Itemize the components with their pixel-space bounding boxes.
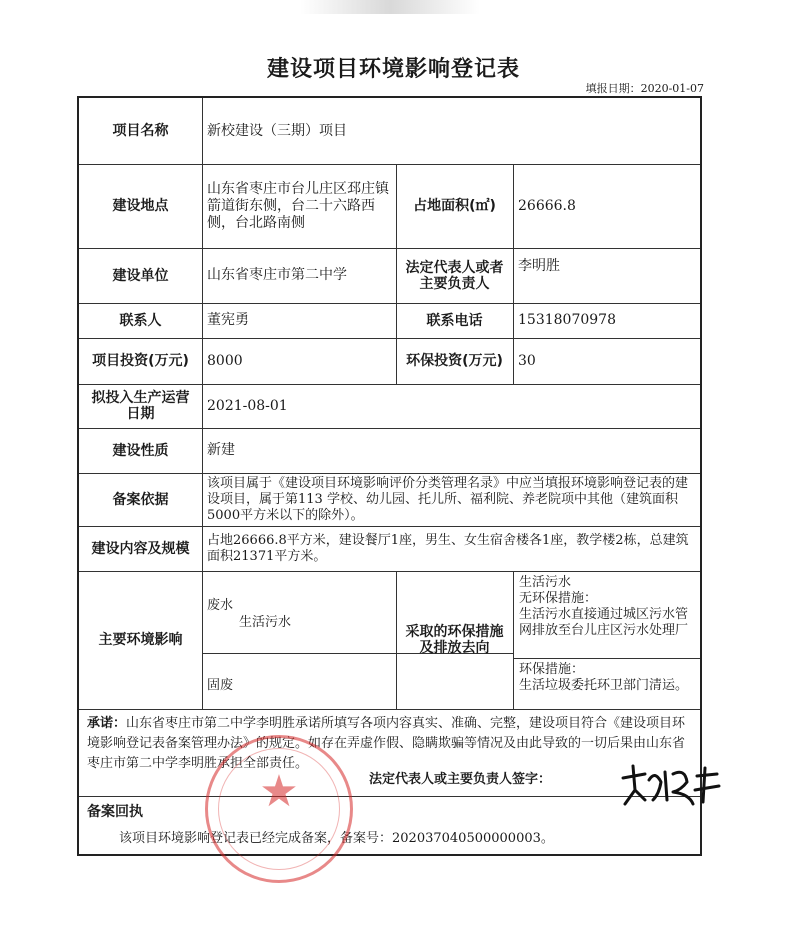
nature-value: 新建: [207, 442, 235, 458]
area-label: 占地面积(㎡): [413, 198, 496, 214]
operation-date-label: 拟投入生产运营日期: [91, 390, 190, 422]
investment-value: 8000: [207, 352, 243, 369]
content-value: 占地26666.8平方米，建设餐厅1座，男生、女生宿舍楼各1座，教学楼2栋，总建筑面积21371平方米。: [207, 532, 689, 564]
legal-rep-label: 法定代表人或者主要负责人: [405, 259, 504, 292]
phone-label: 联系电话: [426, 312, 483, 329]
basis-label: 备案依据: [112, 491, 169, 508]
form-table: [77, 96, 702, 856]
unit-label: 建设单位: [112, 267, 169, 284]
basis-value: 该项目属于《建设项目环境影响评价分类管理名录》中应当填报环境影响登记表的建设项目，属于第113 学校、幼儿园、托儿所、福利院、养老院项中其他（建筑面积5000平方米以下的除外）。: [207, 475, 689, 523]
wastewater-measure-2: 无环保措施：: [519, 591, 598, 606]
stamp-star-icon: ★: [259, 766, 299, 817]
contact-label: 联系人: [119, 312, 162, 329]
unit-value: 山东省枣庄市第二中学: [207, 267, 347, 283]
commitment-text: 山东省枣庄市第二中学李明胜承诺所填写各项内容真实、准确、完整，建设项目符合《建设项目环境影响登记表备案管理办法》的规定。如存在弄虚作假、隐瞒欺骗等情况及由此导致的一切后果由山东省枣庄市第二中学李明胜承担全部责任。: [87, 716, 686, 771]
fill-date: 填报日期：2020-01-07: [585, 82, 704, 95]
env-investment-label: 环保投资(万元): [406, 353, 503, 369]
project-name-value: 新校建设（三期）项目: [207, 122, 347, 139]
page-title: 建设项目环境影响登记表: [266, 57, 520, 82]
receipt-text: 该项目环境影响登记表已经完成备案，备案号：202037040500000003。: [119, 831, 554, 846]
nature-label: 建设性质: [112, 442, 169, 459]
location-label: 建设地点: [112, 198, 169, 214]
area-value: 26666.8: [518, 197, 576, 214]
solid-measure-2: 生活垃圾委托环卫部门清运。: [519, 678, 689, 693]
commitment-block: [87, 714, 693, 774]
wastewater-label: 废水: [207, 598, 234, 613]
wastewater-measure-3: 生活污水直接通过城区污水管网排放至台儿庄区污水处理厂: [519, 607, 689, 638]
legal-rep-value: 李明胜: [518, 258, 560, 274]
contact-value: 董宪勇: [207, 312, 249, 328]
impact-label: 主要环境影响: [98, 632, 183, 648]
commitment-label: 承诺：: [87, 716, 127, 731]
operation-date-value: 2021-08-01: [207, 397, 288, 414]
wastewater-measure-1: 生活污水: [519, 575, 572, 590]
phone-value: 15318070978: [518, 312, 616, 328]
signature-label: 法定代表人或主要负责人签字：: [369, 772, 552, 787]
content-label: 建设内容及规模: [91, 540, 190, 557]
env-investment-value: 30: [518, 352, 536, 369]
location-value: 山东省枣庄市台儿庄区邳庄镇箭道街东侧，台二十六路西侧，台北路南侧: [207, 180, 389, 231]
project-name-label: 项目名称: [112, 123, 169, 139]
scan-smudge: [300, 0, 480, 14]
investment-label: 项目投资(万元): [92, 353, 189, 369]
wastewater-sub: 生活污水: [239, 615, 292, 630]
solid-waste-label: 固废: [207, 678, 234, 693]
measures-label: 采取的环保措施及排放去向: [405, 624, 504, 656]
receipt-label: 备案回执: [87, 804, 143, 820]
solid-measure-1: 环保措施：: [519, 662, 585, 677]
